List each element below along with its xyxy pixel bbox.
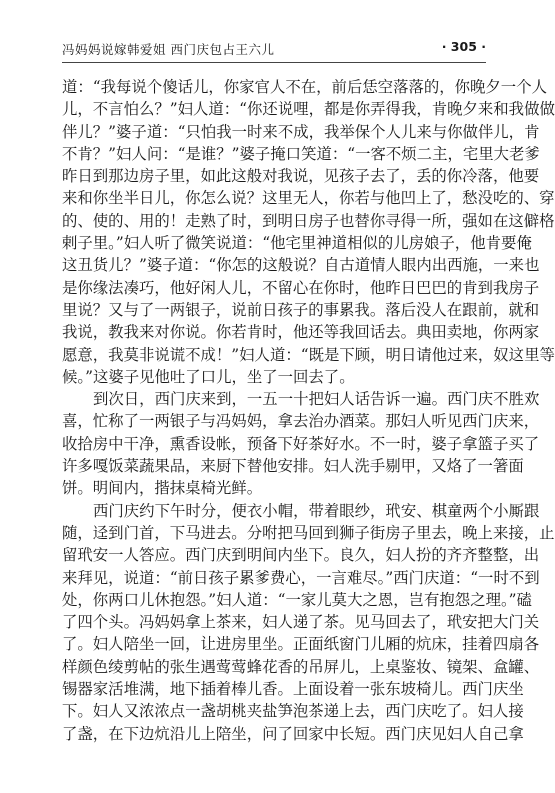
text-line: 收拾房中干净，熏香设帐，预备下好茶好水。不一时，婆子拿篮子买了 bbox=[62, 434, 540, 453]
text-line: 了盏，在下边炕沿儿上陪坐，问了回家中长短。西门庆见妇人自己拿 bbox=[62, 724, 524, 743]
text-line: 样颜色绫剪帖的张生遇莺莺蜂花香的吊屏儿，上桌鉴妆、镜架、盒罐、 bbox=[62, 657, 540, 676]
text-line: 我说，教我来对你说。你若肯时，他还等我回话去。典田卖地，你两家 bbox=[62, 323, 540, 342]
text-line: 这丑货儿？”婆子道：“你怎的这般说？自古道情人眼内出西施，一来也 bbox=[62, 256, 540, 275]
text-line: 昨日到那边房子里，如此这般对我说，见孩子去了，丢的你冷落，他要 bbox=[62, 167, 540, 186]
text-line: 下。妇人又浓浓点一盏胡桃夹盐笋泡茶递上去，西门庆吃了。妇人接 bbox=[62, 702, 524, 721]
text-line: 随，迳到门首，下马进去。分咐把马回到狮子街房子里去，晚上来接，止 bbox=[62, 523, 555, 542]
text-line: 饼。明间内，揩抹桌椅光鲜。 bbox=[62, 479, 263, 498]
text-line: 不肯？”妇人问：“是谁？”婆子掩口笑道：“一客不烦二主，宅里大老爹 bbox=[62, 144, 540, 163]
text-line: 锡器家活堆满，地下插着棒儿香。上面设着一张东坡椅儿。西门庆坐 bbox=[62, 680, 524, 699]
text-line: 是你缘法凑巧，他好闲人儿，不留心在你时，他昨日巴巴的肯到我房子 bbox=[62, 278, 540, 297]
text-line: 来和你坐半日儿，你怎么说？这里无人，你若与他凹上了，愁没吃的、穿 bbox=[62, 189, 555, 208]
text-line: 候。”这婆子见他吐了口儿，坐了一回去了。 bbox=[62, 367, 355, 386]
text-line: 的、使的、用的！走熟了时，到明日房子也替你寻得一所，强如在这僻格 bbox=[62, 211, 555, 230]
text-line: 了。妇人陪坐一回，让进房里坐。正面纸窗门儿厢的炕床，挂着四扇各 bbox=[62, 635, 540, 654]
text-line: 西门庆约下午时分，便衣小帽，带着眼纱，玳安、棋童两个小厮跟 bbox=[93, 501, 540, 520]
text-line: 到次日，西门庆来到，一五一十把妇人话告诉一遍。西门庆不胜欢 bbox=[93, 390, 540, 409]
text-line: 许多嘎饭菜蔬果品，来厨下替他安排。妇人洗手剔甲，又烙了一箸面 bbox=[62, 457, 524, 476]
paragraph bbox=[62, 76, 555, 388]
page-number: · 305 · bbox=[441, 39, 486, 54]
text-line: 里说？又与了一两银子，说前日孩子的事累我。落后没人在跟前，就和 bbox=[62, 300, 540, 319]
text-line: 留玳安一人答应。西门庆到明间内坐下。良久，妇人扮的齐齐整整，出 bbox=[62, 546, 540, 565]
text-line: 伴儿？”婆子道：“只怕我一时来不成，我举保个人儿来与你做伴儿，肯 bbox=[62, 122, 540, 141]
paragraph bbox=[62, 388, 540, 499]
text-line: 道：“我每说个傻话儿，你家官人不在，前后恁空落落的，你晚夕一个人 bbox=[62, 78, 547, 96]
text-line: 剌子里。”妇人听了微笑说道：“他宅里神道相似的儿房娘子，他肯要俺 bbox=[62, 234, 532, 253]
text-line: 了四个头。冯妈妈拿上茶来，妇人递了茶。见马回去了，玳安把大门关 bbox=[62, 613, 540, 632]
text-line: 愿意，我莫非说谎不成！”妇人道：“既是下顾，明日请他过来，奴这里等 bbox=[62, 345, 555, 364]
text-line: 处，你两口儿休抱怨。”妇人道：“一家儿莫大之恩，岂有抱怨之理。”磕 bbox=[62, 590, 532, 609]
running-title: 冯妈妈说嫁韩爱姐 西门庆包占王六儿 bbox=[62, 42, 275, 57]
paragraph bbox=[62, 500, 555, 745]
body-text bbox=[62, 76, 555, 745]
running-header bbox=[62, 38, 486, 63]
text-line: 来拜见，说道：“前日孩子累爹费心，一言难尽。”西门庆道：“一时不到 bbox=[62, 568, 540, 587]
text-line: 喜，忙称了一两银子与冯妈妈，拿去治办酒菜。那妇人听见西门庆来， bbox=[62, 412, 540, 431]
text-line: 儿，不言怕么？”妇人道：“你还说哩，都是你弄得我，肯晚夕来和我做做 bbox=[62, 100, 555, 119]
